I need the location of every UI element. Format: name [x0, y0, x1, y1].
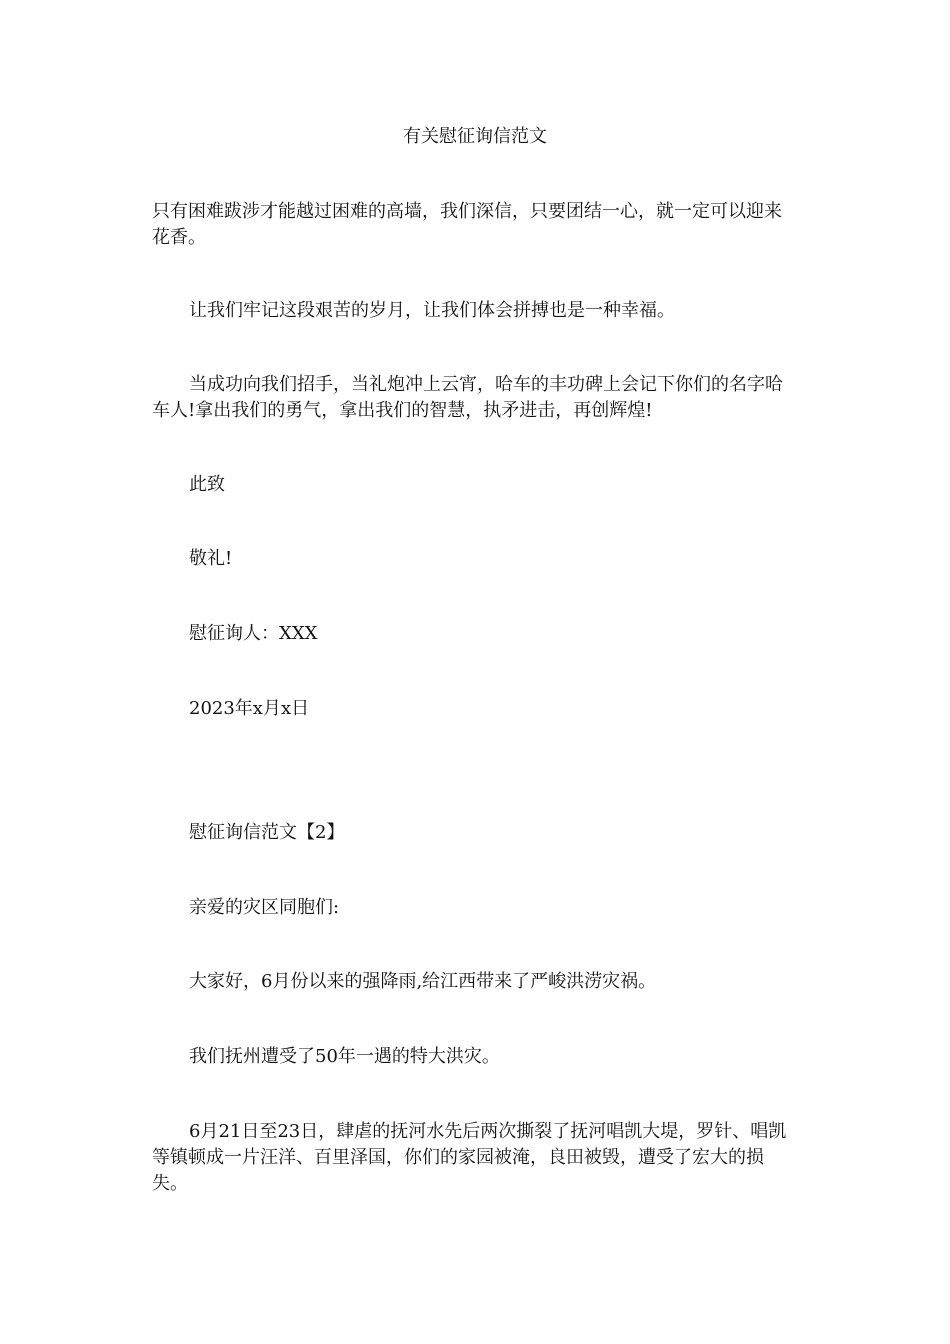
paragraph-6: 6月21日至23日，肆虐的抚河水先后两次撕裂了抚河唱凯大堤，罗针、唱凯等镇顿成一片汪洋、百里泽国，你们的家园被淹，良田被毁，遭受了宏大的损失。: [152, 1121, 787, 1194]
date-line: 2023年x月x日: [189, 698, 310, 719]
paragraph-2: 让我们牢记这段艰苦的岁月，让我们体会拼搏也是一种幸福。: [189, 300, 675, 321]
paragraph-3: 当成功向我们招手，当礼炮冲上云宵，哈车的丰功碑上会记下你们的名字哈车人!拿出我们的勇气，拿出我们的智慧，执矛进击，再创辉煌!: [152, 374, 783, 421]
signature-line: 慰征询人：XXX: [189, 623, 318, 644]
document-title: 有关慰征询信范文: [403, 126, 547, 147]
paragraph-1: 只有困难跋涉才能越过困难的高墙，我们深信，只要团结一心，就一定可以迎来花香。: [152, 201, 782, 248]
greeting-line: 亲爱的灾区同胞们:: [189, 897, 340, 918]
closing-salutation: 此致: [189, 474, 225, 495]
paragraph-5: 我们抚州遭受了50年一遇的特大洪灾。: [189, 1046, 500, 1067]
section-heading-2: 慰征询信范文【2】: [189, 822, 345, 843]
paragraph-4: 大家好，6月份以来的强降雨,给江西带来了严峻洪涝灾祸。: [189, 971, 657, 992]
closing-regards: 敬礼!: [189, 548, 233, 569]
